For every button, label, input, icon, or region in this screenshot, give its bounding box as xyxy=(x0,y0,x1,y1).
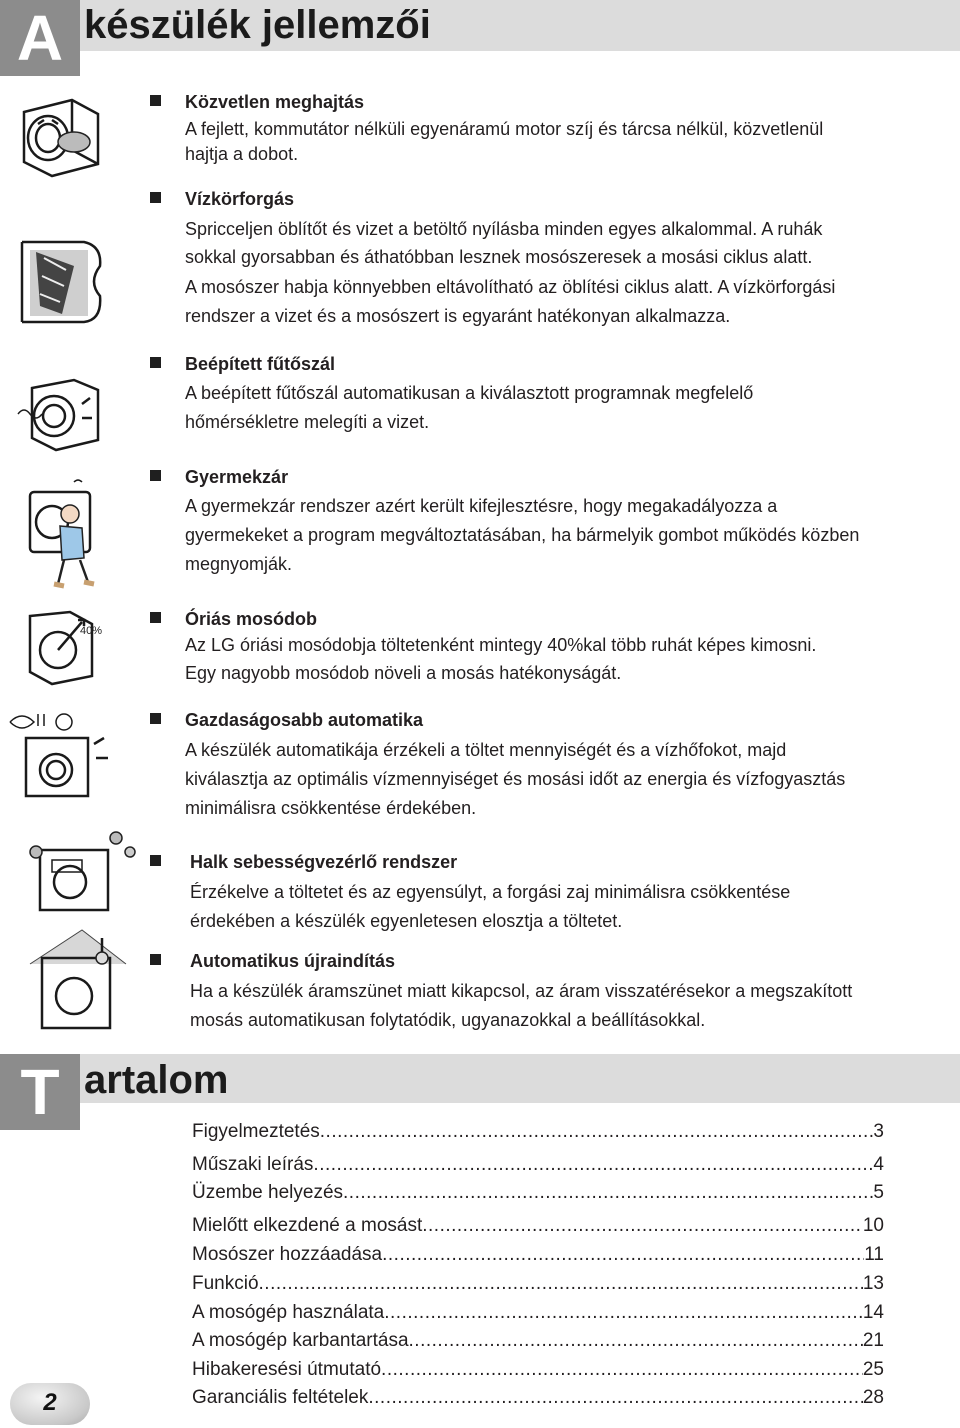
quiet-control-icon xyxy=(12,826,138,918)
toc-label: A mosógép karbantartása xyxy=(192,1330,409,1351)
toc-label: A mosógép használata xyxy=(192,1302,385,1323)
toc-leader xyxy=(409,1329,863,1353)
feature-text: Ha a készülék áramszünet miatt kikapcsol, az áram visszatérésekor a megszakított xyxy=(190,981,853,1001)
feature-auto-restart xyxy=(150,950,910,1030)
toc-page: 4 xyxy=(873,1154,884,1175)
toc-leader xyxy=(422,1214,863,1238)
toc-leader xyxy=(259,1272,863,1296)
toc-page: 28 xyxy=(862,1387,884,1408)
bullet-icon xyxy=(150,954,161,965)
toc-entry[interactable] xyxy=(192,1153,884,1177)
toc-label: Műszaki leírás xyxy=(192,1154,314,1175)
toc-label: Mosószer hozzáadása xyxy=(192,1244,383,1265)
toc-leader xyxy=(381,1358,863,1382)
toc-leader xyxy=(382,1243,864,1267)
water-circulation-icon xyxy=(14,236,110,328)
bullet-icon xyxy=(150,192,161,203)
toc-leader xyxy=(343,1181,873,1205)
feature-text: Egy nagyobb mosódob növeli a mosás hatékonyságát. xyxy=(185,663,622,683)
toc-page: 21 xyxy=(862,1330,884,1351)
feature-text: minimálisra csökkentése érdekében. xyxy=(185,798,477,818)
section-header-features xyxy=(0,0,960,76)
feature-text: gyermekeket a program megváltoztatásában, ha bármelyik gombot működés közben xyxy=(185,525,860,545)
feature-title: Halk sebességvezérlő rendszer xyxy=(190,852,458,872)
bullet-icon xyxy=(150,357,161,368)
feature-text: Érzékelve a töltetet és az egyensúlyt, a forgási zaj minimálisra csökkentése xyxy=(190,882,791,902)
section-title: artalom xyxy=(84,1058,229,1102)
toc-page: 3 xyxy=(873,1121,884,1142)
feature-text: A gyermekzár rendszer azért került kifejlesztésre, hogy megakadályozza a xyxy=(185,496,778,516)
feature-text: A beépített fűtőszál automatikusan a kiválasztott programnak megfelelő xyxy=(185,383,754,403)
toc-leader xyxy=(320,1120,874,1144)
direct-drive-icon xyxy=(12,92,108,178)
toc-label: Hibakeresési útmutató xyxy=(192,1359,382,1380)
feature-child-lock xyxy=(150,466,910,576)
bullet-icon xyxy=(150,855,161,866)
feature-title: Gazdaságosabb automatika xyxy=(185,710,424,730)
feature-title: Vízkörforgás xyxy=(185,189,295,209)
bullet-icon xyxy=(150,95,161,106)
percent-label: 40% xyxy=(80,625,103,637)
toc-page: 14 xyxy=(862,1302,884,1323)
toc-label: Garanciális feltételek xyxy=(192,1387,369,1408)
feature-title: Automatikus újraindítás xyxy=(190,951,396,971)
toc-page: 5 xyxy=(873,1182,884,1203)
feature-text: Spricceljen öblítőt és vizet a betöltő nyílásba minden egyes alkalommal. A ruhák xyxy=(185,219,823,239)
toc-label: Figyelmeztetés xyxy=(192,1121,320,1142)
child-lock-icon xyxy=(24,478,104,594)
feature-text: hajtja a dobot. xyxy=(185,144,299,164)
feature-text: sokkal gyorsabban és áthatóbban lesznek mosószeresek a mosási ciklus alatt. xyxy=(185,247,813,267)
feature-water-circulation xyxy=(150,188,910,328)
feature-text: hőmérsékletre melegíti a vizet. xyxy=(185,412,430,432)
feature-fuzzy-logic xyxy=(150,709,910,819)
toc-label: Mielőtt elkezdené a mosást xyxy=(192,1215,423,1236)
table-of-contents xyxy=(192,1120,884,1420)
feature-text: megnyomják. xyxy=(185,554,293,574)
toc-entry[interactable] xyxy=(192,1329,884,1353)
fuzzy-logic-icon xyxy=(4,708,116,800)
feature-text: A készülék automatikája érzékeli a töltet mennyiségét és a vízhőfokot, majd xyxy=(185,740,787,760)
section-header-contents xyxy=(0,1054,960,1130)
toc-leader xyxy=(313,1153,873,1177)
section-letter: A xyxy=(0,0,80,76)
feature-direct-drive xyxy=(150,91,910,169)
feature-title: Beépített fűtőszál xyxy=(185,354,336,374)
toc-page: 13 xyxy=(862,1273,884,1294)
bullet-icon xyxy=(150,612,161,623)
toc-page: 10 xyxy=(862,1215,884,1236)
feature-text: érdekében a készülék egyenletesen elosztja a töltetet. xyxy=(190,911,623,931)
toc-entry[interactable] xyxy=(192,1272,884,1296)
toc-entry[interactable] xyxy=(192,1386,884,1410)
page-number-badge xyxy=(10,1383,90,1425)
feature-heater xyxy=(150,353,910,435)
feature-text: kiválasztja az optimális vízmennyiséget és mosási időt az energia és vízfogyasztás xyxy=(185,769,846,789)
page-number: 2 xyxy=(43,1389,57,1416)
bullet-icon xyxy=(150,713,161,724)
toc-entry[interactable] xyxy=(192,1181,884,1205)
bullet-icon xyxy=(150,470,161,481)
feature-title: Gyermekzár xyxy=(185,467,289,487)
feature-text: Az LG óriási mosódobja töltetenként mintegy 40%kal több ruhát képes kimosni. xyxy=(185,635,817,655)
feature-text: rendszer a vizet és a mosószert is egyaránt hatékonyan alkalmazza. xyxy=(185,306,731,326)
feature-large-drum xyxy=(150,608,910,688)
toc-label: Funkció xyxy=(192,1273,259,1294)
toc-entry[interactable] xyxy=(192,1214,884,1238)
toc-page: 25 xyxy=(862,1359,884,1380)
toc-leader xyxy=(384,1301,863,1325)
section-title: készülék jellemzői xyxy=(84,3,431,47)
feature-title: Közvetlen meghajtás xyxy=(185,92,365,112)
toc-page: 11 xyxy=(864,1244,884,1265)
toc-entry[interactable] xyxy=(192,1301,884,1325)
auto-restart-icon xyxy=(22,924,134,1034)
toc-entry[interactable] xyxy=(192,1243,884,1267)
toc-entry[interactable] xyxy=(192,1120,884,1144)
feature-text: A mosószer habja könnyebben eltávolítható az öblítési ciklus alatt. A vízkörforgási xyxy=(185,277,836,297)
feature-text: A fejlett, kommutátor nélküli egyenáramú motor szíj és tárcsa nélkül, közvetlenül xyxy=(185,119,824,139)
feature-text: mosás automatikusan folytatódik, ugyanazokkal a beállításokkal. xyxy=(190,1010,706,1030)
toc-leader xyxy=(368,1386,862,1410)
feature-quiet-control xyxy=(150,851,910,931)
feature-title: Óriás mosódob xyxy=(185,609,318,629)
heater-icon xyxy=(12,374,108,454)
large-drum-icon xyxy=(22,606,108,690)
toc-label: Üzembe helyezés xyxy=(192,1182,344,1203)
toc-entry[interactable] xyxy=(192,1358,884,1382)
section-letter: T xyxy=(0,1054,80,1130)
